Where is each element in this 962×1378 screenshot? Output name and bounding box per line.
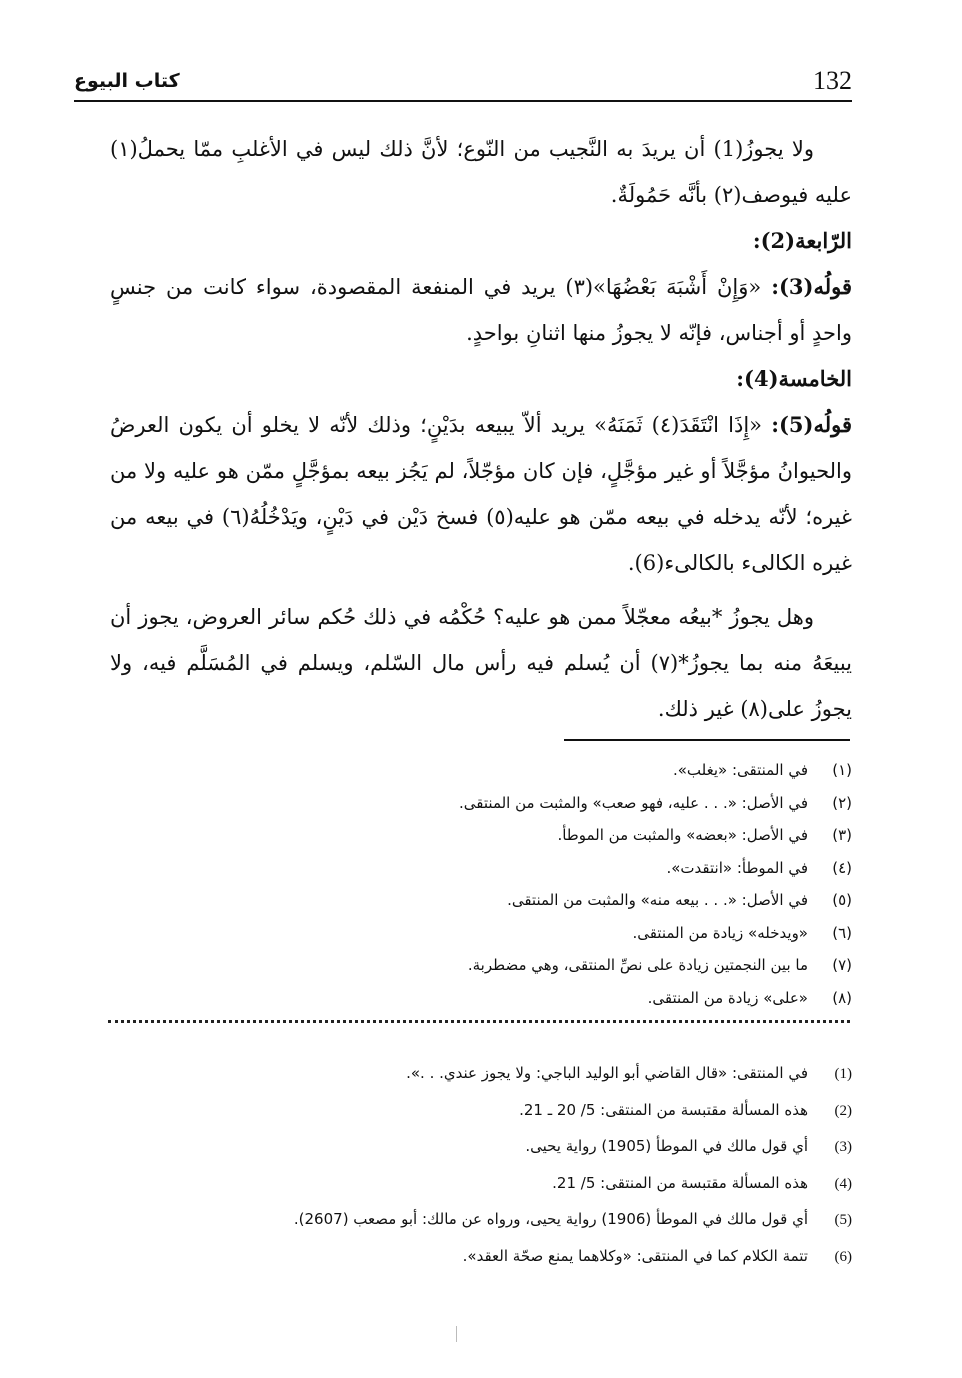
footnotes-investigator <box>110 1056 852 1275</box>
footnote-text: في الأصل: «بعضه» والمثبت من الموطأ. <box>557 826 808 844</box>
footnote-text: في الأصل: «. . . عليه، فهو صعب» والمثبت من المنتقى. <box>459 793 808 812</box>
paragraph-2-text: «وَإِنْ أَشْبَهَ بَعْضُهَا»(٣) يريد في المنفعة المقصودة، سواء كانت من جنسٍ واحدٍ أو أجناس، فإنّه لا يجوزُ منها اثنانِ بواحدٍ. <box>110 275 852 345</box>
footnote-text: في الموطأ: «انتقدت». <box>666 858 808 877</box>
footnote-text: هذه المسألة مقتبسة من المنتقى: 5/ 20 ـ 21. <box>519 1100 808 1119</box>
footnote-item <box>110 1129 852 1166</box>
footnote-item <box>110 884 852 917</box>
dotted-separator <box>108 1020 850 1023</box>
paragraph-3 <box>110 402 852 586</box>
footnote-text: هذه المسألة مقتبسة من المنتقى: 5/ 21. <box>552 1173 808 1192</box>
footnote-text: ما بين النجمتين زيادة على نصِّ المنتقى، وهي مضطربة. <box>467 956 808 974</box>
footnote-number: (٧) <box>832 956 852 974</box>
paragraph-1: ولا يجوزُ(1) أن يريدَ به النَّجيب من النّوع؛ لأنَّ ذلك ليس في الأغلبِ ممّا يحملُ(١) عليه فيوصف(٢) بأنَّه حَمُولَةٌ. <box>110 137 852 207</box>
footnote-number: (4) <box>834 1175 852 1192</box>
footnote-number: (٥) <box>832 891 852 909</box>
footnote-number: (2) <box>834 1102 852 1119</box>
footnote-item <box>110 1202 852 1239</box>
footnote-item <box>110 754 852 787</box>
page-header <box>74 66 852 102</box>
section-heading-fifth: الخامسة(4): <box>736 366 852 391</box>
footnote-item <box>110 1093 852 1130</box>
footnote-number: (١) <box>832 761 852 779</box>
page-fold-mark <box>456 1326 457 1342</box>
footnote-item <box>110 982 852 1015</box>
footnote-text: أي قول مالك في الموطأ (1906) رواية يحيى، ورواه عن مالك: أبو مصعب (2607). <box>293 1210 808 1228</box>
footnote-item <box>110 949 852 982</box>
footnote-number: (٢) <box>832 793 852 812</box>
paragraph-3-text: «إِذَا انْتَقَدَ(٤) ثَمَنَهُ» يريد ألاّ يبيعه بدَيْنٍ؛ وذلك لأنّه لا يخلو أن يكون العرضُ والحيوانُ مؤجَّلاً أو غير مؤجَّلٍ، فإن كان مؤجّلاً، لم يَجُز بيعه بمؤجَّلٍ ممّن هو عليه ولا من غيره؛ لأنّه يدخله في بيعه ممّن هو عليه(٥) فسخ دَيْن في دَيْنٍ، ويَدْخُلُهُ(٦) في بيعه من غيره الكالىء بالكالىء(6). <box>110 413 852 575</box>
footnote-number: (6) <box>834 1248 852 1265</box>
footnote-number: (5) <box>834 1212 852 1228</box>
footnote-text: أي قول مالك في الموطأ (1905) رواية يحيى. <box>525 1137 808 1155</box>
footnotes-editor <box>110 754 852 1014</box>
footnote-text: «على» زيادة من المنتقى. <box>647 988 808 1007</box>
footnote-text: في المنتقى: «قال القاضي أبو الوليد الباجي: ولا يجوز عندي. . .». <box>406 1064 808 1082</box>
running-title: كتاب البيوع <box>74 70 180 92</box>
main-text <box>110 126 852 732</box>
quote-lead: قولُه(5): <box>771 412 852 437</box>
footnote-item <box>110 1239 852 1276</box>
footnote-text: «ويدخله» زيادة من المنتقى. <box>632 923 808 942</box>
footnote-text: في الأصل: «. . . بيعه منه» والمثبت من المنتقى. <box>507 891 808 909</box>
paragraph-2 <box>110 264 852 356</box>
footnote-number: (٨) <box>832 988 852 1007</box>
footnote-number: (3) <box>834 1139 852 1155</box>
quote-lead: قولُه(3): <box>771 274 852 299</box>
footnote-number: (٦) <box>832 923 852 942</box>
footnote-item <box>110 852 852 885</box>
footnote-item <box>110 1166 852 1203</box>
footnote-number: (٤) <box>832 858 852 877</box>
footnote-text: تتمة الكلام كما في المنتقى: «وكلاهما يمنع صحّة العقد». <box>462 1246 808 1265</box>
footnote-item <box>110 787 852 820</box>
section-heading-fourth: الرّابعة(2): <box>752 228 852 253</box>
footnote-number: (٣) <box>832 826 852 844</box>
footnote-text: في المنتقى: «يغلب». <box>672 761 808 779</box>
footnote-number: (1) <box>834 1066 852 1082</box>
footnote-item <box>110 1056 852 1093</box>
footnote-item <box>110 819 852 852</box>
paragraph-4: وهل يجوزُ *بيعُه معجّلاً ممن هو عليه؟ حُكْمُه في ذلك حُكم سائر العروض، يجوز أن يبيعَهُ منه بما يجوزُ*(٧) أن يُسلم فيه رأس مال السّلم، ويسلم في المُسَلَّم فيه، ولا يجوزُ على(٨) غير ذلك. <box>110 605 852 721</box>
page-number: 132 <box>813 66 852 95</box>
footnote-separator <box>564 739 850 741</box>
footnote-item <box>110 917 852 950</box>
